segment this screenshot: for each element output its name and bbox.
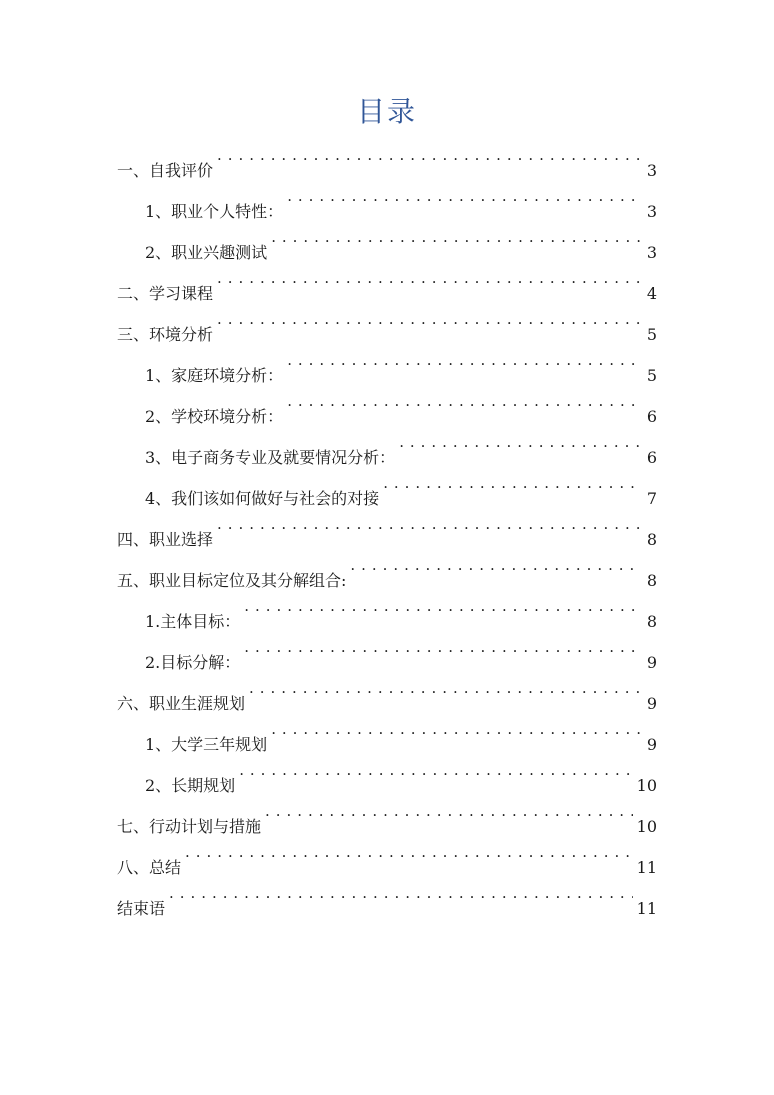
toc-entry-text: 八、总结 (117, 858, 182, 877)
toc-page-number: 6 (646, 407, 657, 426)
toc-page-number: 7 (646, 489, 657, 508)
toc-dot-leader (244, 586, 641, 627)
toc-page-number: 9 (646, 653, 657, 672)
toc-dot-leader (169, 873, 633, 914)
toc-page-number: 3 (646, 243, 657, 262)
toc-page-number: 6 (646, 448, 657, 467)
toc-entry-text: 一、自我评价 (117, 161, 214, 180)
toc-page-number: 9 (646, 694, 657, 713)
toc-dot-leader (350, 545, 641, 586)
toc-dot-leader (185, 832, 633, 873)
toc-entry-text: 三、环境分析 (117, 325, 214, 344)
toc-dot-leader (217, 135, 641, 176)
toc-entry-text: 2、职业兴趣测试 (145, 243, 268, 262)
toc-entry-text: 3、电子商务专业及就要情况分析： (145, 448, 396, 467)
toc-dot-leader (217, 504, 641, 545)
toc-title: 目录 (356, 95, 417, 128)
toc-entry-text: 2、学校环境分析： (145, 407, 284, 426)
toc-page-number: 8 (646, 571, 657, 590)
toc-dot-leader (244, 627, 641, 668)
toc-dot-leader (287, 340, 641, 381)
toc-dot-leader (239, 750, 632, 791)
toc-page-number: 5 (646, 366, 657, 385)
toc-list (117, 135, 657, 918)
toc-page-number: 11 (636, 899, 657, 918)
toc-dot-leader (287, 176, 641, 217)
toc-entry-text: 七、行动计划与措施 (117, 817, 262, 836)
toc-entry[interactable] (117, 873, 657, 918)
toc-page-number: 4 (646, 284, 657, 303)
toc-dot-leader (217, 258, 641, 299)
toc-entry-text: 1、大学三年规划 (145, 735, 268, 754)
toc-entry-text: 五、职业目标定位及其分解组合: (117, 571, 347, 590)
toc-entry-text: 2、长期规划 (145, 776, 236, 795)
toc-dot-leader (265, 791, 633, 832)
toc-dot-leader (217, 299, 641, 340)
toc-entry-text: 二、学习课程 (117, 284, 214, 303)
toc-page-number: 8 (646, 612, 657, 631)
toc-entry-text: 1、家庭环境分析： (145, 366, 284, 385)
toc-dot-leader (271, 709, 641, 750)
toc-entry-text: 结束语 (117, 899, 166, 918)
toc-entry-text: 四、职业选择 (117, 530, 214, 549)
toc-entry-text: 1、职业个人特性： (145, 202, 284, 221)
toc-dot-leader (287, 381, 641, 422)
toc-dot-leader (383, 463, 641, 504)
toc-entry-text: 1.主体目标： (145, 612, 241, 631)
toc-dot-leader (249, 668, 641, 709)
toc-entry[interactable] (117, 135, 657, 180)
toc-page-number: 5 (646, 325, 657, 344)
toc-page-number: 9 (646, 735, 657, 754)
toc-entry-text: 4、我们该如何做好与社会的对接 (145, 489, 380, 508)
toc-entry[interactable] (117, 832, 657, 877)
toc-entry-text: 2.目标分解： (145, 653, 241, 672)
toc-dot-leader (399, 422, 641, 463)
toc-page-number: 3 (646, 161, 657, 180)
toc-page-number: 10 (636, 776, 657, 795)
toc-page-number: 3 (646, 202, 657, 221)
toc-entry-text: 六、职业生涯规划 (117, 694, 246, 713)
toc-dot-leader (271, 217, 641, 258)
toc-page-number: 11 (636, 858, 657, 877)
toc-page-number: 8 (646, 530, 657, 549)
toc-page-number: 10 (636, 817, 657, 836)
